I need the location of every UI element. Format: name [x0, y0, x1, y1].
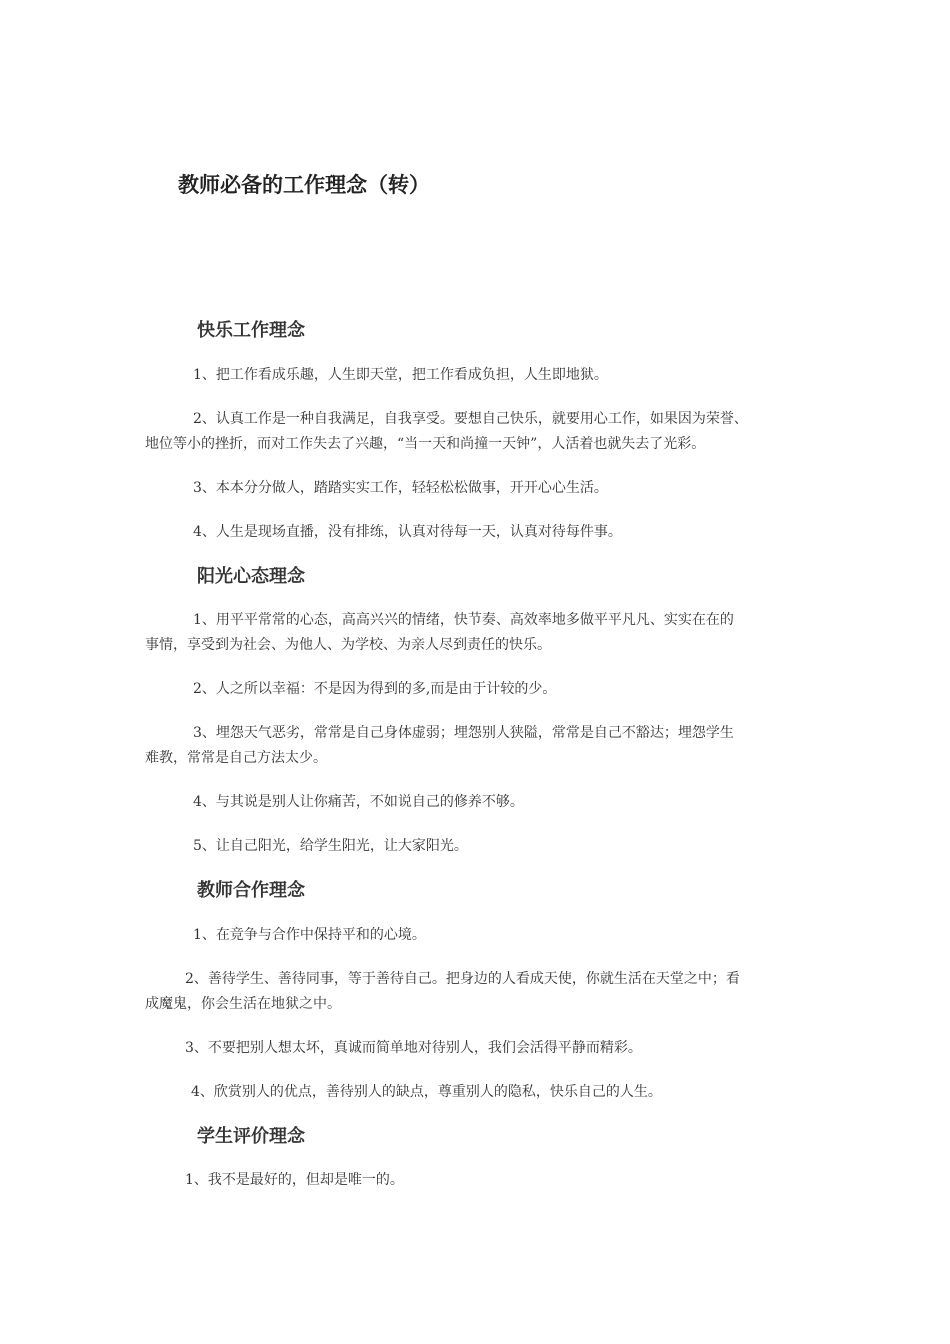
section-heading-teacher-cooperation: 教师合作理念	[197, 880, 305, 901]
document-title: 教师必备的工作理念（转）	[178, 173, 430, 197]
paragraph	[145, 677, 813, 702]
section-heading-student-evaluation: 学生评价理念	[197, 1126, 305, 1147]
paragraph-line: 1、我不是最好的，但却是唯一的。	[185, 1172, 404, 1188]
paragraph-line: 5、让自己阳光，给学生阳光，让大家阳光。	[193, 838, 468, 854]
paragraph	[145, 967, 813, 1017]
paragraph	[145, 1168, 813, 1193]
paragraph-line: 3、埋怨天气恶劣，常常是自己身体虚弱；埋怨别人狭隘，常常是自己不豁达；埋怨学生	[193, 725, 734, 741]
paragraph-line: 3、不要把别人想太坏，真诚而简单地对待别人，我们会活得平静而精彩。	[185, 1040, 642, 1056]
paragraph	[145, 363, 813, 388]
paragraph-line: 难教，常常是自己方法太少。	[145, 750, 327, 766]
paragraph-line: 1、用平平常常的心态，高高兴兴的情绪，快节奏、高效率地多做平平凡凡、实实在在的	[193, 612, 734, 628]
paragraph-line: 1、在竞争与合作中保持平和的心境。	[193, 927, 426, 943]
section-heading-happy-work: 快乐工作理念	[197, 320, 305, 341]
paragraph-line: 2、善待学生、善待同事，等于善待自己。把身边的人看成天使，你就生活在天堂之中；看	[185, 971, 740, 987]
paragraph-line: 2、认真工作是一种自我满足，自我享受。要想自己快乐，就要用心工作，如果因为荣誉、	[193, 411, 748, 427]
paragraph-line: 1、把工作看成乐趣，人生即天堂，把工作看成负担，人生即地狱。	[193, 367, 608, 383]
paragraph	[145, 1080, 813, 1105]
paragraph-line: 地位等小的挫折，而对工作失去了兴趣，“当一天和尚撞一天钟”，人活着也就失去了光彩。	[145, 436, 706, 452]
paragraph-line: 3、本本分分做人，踏踏实实工作，轻轻松松做事，开开心心生活。	[193, 480, 608, 496]
paragraph	[145, 608, 813, 658]
paragraph	[145, 520, 813, 545]
paragraph-line: 事情，享受到为社会、为他人、为学校、为亲人尽到责任的快乐。	[145, 637, 551, 653]
paragraph	[145, 721, 813, 771]
paragraph-line: 4、欣赏别人的优点，善待别人的缺点，尊重别人的隐私，快乐自己的人生。	[191, 1084, 662, 1100]
paragraph-line: 成魔鬼，你会生活在地狱之中。	[145, 996, 341, 1012]
paragraph	[145, 476, 813, 501]
paragraph	[145, 790, 813, 815]
paragraph	[145, 407, 813, 457]
paragraph-line: 2、人之所以幸福：不是因为得到的多,而是由于计较的少。	[193, 681, 557, 697]
section-heading-sunny-mindset: 阳光心态理念	[197, 566, 305, 587]
paragraph-line: 4、人生是现场直播，没有排练，认真对待每一天，认真对待每件事。	[193, 524, 622, 540]
paragraph	[145, 923, 813, 948]
paragraph-line: 4、与其说是别人让你痛苦，不如说自己的修养不够。	[193, 794, 524, 810]
paragraph	[145, 1036, 813, 1061]
paragraph	[145, 834, 813, 859]
